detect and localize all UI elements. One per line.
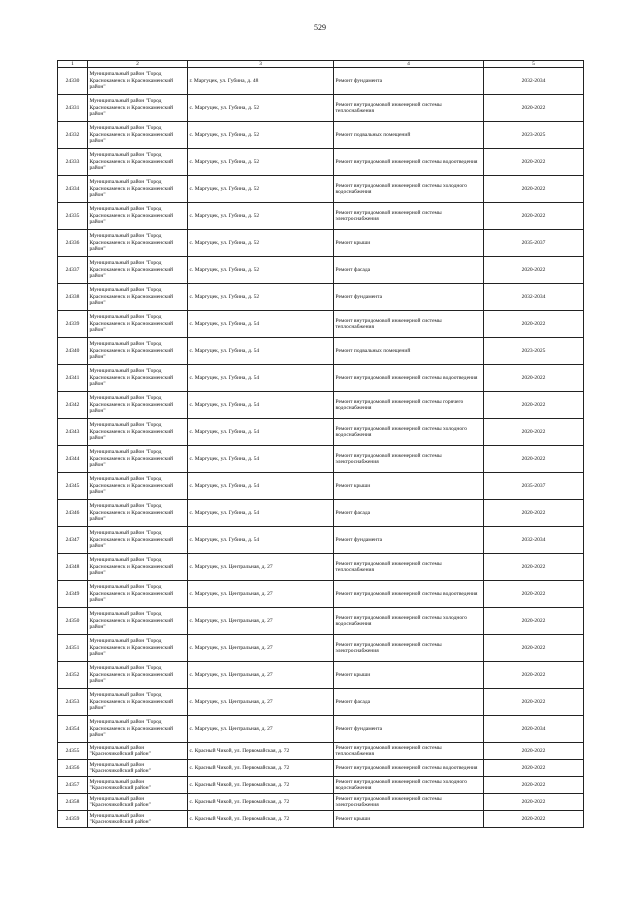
table-row: [58, 794, 584, 811]
work-type-cell: Ремонт подвальных помещений: [334, 338, 484, 365]
period-cell: 2023-2025: [484, 122, 584, 149]
work-type-cell: Ремонт внутридомовой инженерной системы теплоснабжения: [334, 554, 484, 581]
table-header-row: [58, 61, 584, 68]
municipality-cell: Муниципальный район "Красночикойский район": [88, 794, 188, 811]
repair-schedule-table: [57, 60, 584, 828]
table-row: [58, 419, 584, 446]
period-cell: 2020-2022: [484, 95, 584, 122]
period-cell: 2020-2022: [484, 149, 584, 176]
period-cell: 2020-2022: [484, 777, 584, 794]
table-row: [58, 95, 584, 122]
table-row: [58, 257, 584, 284]
municipality-cell: Муниципальный район "Город Краснокаменск и Краснокаменский район": [88, 338, 188, 365]
work-type-cell: Ремонт фундамента: [334, 716, 484, 743]
period-cell: 2020-2022: [484, 500, 584, 527]
row-number: 24330: [58, 68, 88, 95]
municipality-cell: Муниципальный район "Город Краснокаменск и Краснокаменский район": [88, 716, 188, 743]
address-cell: с. Маргуцек, ул. Губина, д. 54: [188, 311, 334, 338]
period-cell: 2020-2022: [484, 794, 584, 811]
address-cell: с. Маргуцек, ул. Центральная, д. 27: [188, 716, 334, 743]
header-col-3: 3: [188, 61, 334, 68]
work-type-cell: Ремонт крыши: [334, 662, 484, 689]
municipality-cell: Муниципальный район "Город Краснокаменск и Краснокаменский район": [88, 689, 188, 716]
address-cell: с. Маргуцек, ул. Губина, д. 52: [188, 122, 334, 149]
municipality-cell: Муниципальный район "Город Краснокаменск и Краснокаменский район": [88, 122, 188, 149]
row-number: 24355: [58, 743, 88, 760]
work-type-cell: Ремонт фундамента: [334, 527, 484, 554]
table-row: [58, 203, 584, 230]
table-row: [58, 760, 584, 777]
row-number: 24356: [58, 760, 88, 777]
table-row: [58, 777, 584, 794]
row-number: 24345: [58, 473, 88, 500]
address-cell: с. Маргуцек, ул. Губина, д. 54: [188, 500, 334, 527]
work-type-cell: Ремонт внутридомовой инженерной системы холодного водоснабжения: [334, 608, 484, 635]
header-col-4: 4: [334, 61, 484, 68]
address-cell: с. Маргуцек, ул. Губина, д. 52: [188, 230, 334, 257]
table-row: [58, 608, 584, 635]
address-cell: с. Маргуцек, ул. Губина, д. 54: [188, 527, 334, 554]
address-cell: с. Красный Чикой, ул. Первомайская, д. 72: [188, 760, 334, 777]
municipality-cell: Муниципальный район "Город Краснокаменск и Краснокаменский район": [88, 311, 188, 338]
address-cell: с. Маргуцек, ул. Губина, д. 54: [188, 446, 334, 473]
period-cell: 2020-2022: [484, 203, 584, 230]
row-number: 24333: [58, 149, 88, 176]
municipality-cell: Муниципальный район "Город Краснокаменск и Краснокаменский район": [88, 446, 188, 473]
row-number: 24347: [58, 527, 88, 554]
municipality-cell: Муниципальный район "Город Краснокаменск и Краснокаменский район": [88, 662, 188, 689]
table-row: [58, 284, 584, 311]
municipality-cell: Муниципальный район "Красночикойский район": [88, 777, 188, 794]
work-type-cell: Ремонт внутридомовой инженерной системы холодного водоснабжения: [334, 419, 484, 446]
address-cell: с. Маргуцек, ул. Губина, д. 52: [188, 95, 334, 122]
municipality-cell: Муниципальный район "Город Краснокаменск и Краснокаменский район": [88, 257, 188, 284]
address-cell: с. Маргуцек, ул. Губина, д. 54: [188, 365, 334, 392]
work-type-cell: Ремонт фасада: [334, 500, 484, 527]
period-cell: 2020-2022: [484, 257, 584, 284]
table-row: [58, 122, 584, 149]
table-row: [58, 176, 584, 203]
table-row: [58, 68, 584, 95]
row-number: 24359: [58, 811, 88, 828]
table-row: [58, 716, 584, 743]
table-row: [58, 689, 584, 716]
row-number: 24351: [58, 635, 88, 662]
period-cell: 2020-2034: [484, 716, 584, 743]
period-cell: 2020-2022: [484, 554, 584, 581]
header-col-5: 5: [484, 61, 584, 68]
address-cell: с. Маргуцек, ул. Центральная, д. 27: [188, 689, 334, 716]
table-row: [58, 743, 584, 760]
address-cell: с. Маргуцек, ул. Губина, д. 54: [188, 338, 334, 365]
work-type-cell: Ремонт внутридомовой инженерной системы теплоснабжения: [334, 743, 484, 760]
table-row: [58, 500, 584, 527]
period-cell: 2020-2022: [484, 811, 584, 828]
municipality-cell: Муниципальный район "Город Краснокаменск и Краснокаменский район": [88, 230, 188, 257]
work-type-cell: Ремонт внутридомовой инженерной системы водоотведения: [334, 365, 484, 392]
work-type-cell: Ремонт внутридомовой инженерной системы горячего водоснабжения: [334, 392, 484, 419]
work-type-cell: Ремонт фасада: [334, 257, 484, 284]
header-col-1: 1: [58, 61, 88, 68]
address-cell: с. Маргуцек, ул. Центральная, д. 27: [188, 608, 334, 635]
period-cell: 2035-2037: [484, 230, 584, 257]
table-body: [58, 68, 584, 828]
work-type-cell: Ремонт внутридомовой инженерной системы электроснабжения: [334, 794, 484, 811]
period-cell: 2023-2025: [484, 338, 584, 365]
work-type-cell: Ремонт фундамента: [334, 68, 484, 95]
table-row: [58, 635, 584, 662]
period-cell: 2020-2022: [484, 743, 584, 760]
table-row: [58, 365, 584, 392]
municipality-cell: Муниципальный район "Город Краснокаменск и Краснокаменский район": [88, 392, 188, 419]
period-cell: 2020-2022: [484, 392, 584, 419]
row-number: 24332: [58, 122, 88, 149]
period-cell: 2032-2034: [484, 68, 584, 95]
row-number: 24338: [58, 284, 88, 311]
table-row: [58, 446, 584, 473]
row-number: 24358: [58, 794, 88, 811]
address-cell: с. Маргуцек, ул. Центральная, д. 27: [188, 581, 334, 608]
work-type-cell: Ремонт внутридомовой инженерной системы водоотведения: [334, 581, 484, 608]
municipality-cell: Муниципальный район "Город Краснокаменск и Краснокаменский район": [88, 203, 188, 230]
municipality-cell: Муниципальный район "Красночикойский район": [88, 743, 188, 760]
work-type-cell: Ремонт внутридомовой инженерной системы электроснабжения: [334, 635, 484, 662]
row-number: 24341: [58, 365, 88, 392]
municipality-cell: Муниципальный район "Город Краснокаменск и Краснокаменский район": [88, 554, 188, 581]
row-number: 24339: [58, 311, 88, 338]
row-number: 24346: [58, 500, 88, 527]
address-cell: с. Маргуцек, ул. Губина, д. 52: [188, 257, 334, 284]
row-number: 24336: [58, 230, 88, 257]
period-cell: 2020-2022: [484, 365, 584, 392]
row-number: 24357: [58, 777, 88, 794]
municipality-cell: Муниципальный район "Город Краснокаменск и Краснокаменский район": [88, 419, 188, 446]
period-cell: 2020-2022: [484, 419, 584, 446]
municipality-cell: Муниципальный район "Город Краснокаменск и Краснокаменский район": [88, 95, 188, 122]
address-cell: с. Маргуцек, ул. Губина, д. 54: [188, 392, 334, 419]
row-number: 24354: [58, 716, 88, 743]
address-cell: с. Маргуцек, ул. Губина, д. 54: [188, 473, 334, 500]
municipality-cell: Муниципальный район "Красночикойский район": [88, 760, 188, 777]
work-type-cell: Ремонт внутридомовой инженерной системы холодного водоснабжения: [334, 777, 484, 794]
work-type-cell: Ремонт фундамента: [334, 284, 484, 311]
period-cell: 2020-2022: [484, 311, 584, 338]
period-cell: 2020-2022: [484, 581, 584, 608]
row-number: 24350: [58, 608, 88, 635]
row-number: 24334: [58, 176, 88, 203]
address-cell: г. Маргуцек, ул. Губина, д. 48: [188, 68, 334, 95]
address-cell: с. Красный Чикой, ул. Первомайская, д. 72: [188, 811, 334, 828]
period-cell: 2020-2022: [484, 176, 584, 203]
work-type-cell: Ремонт подвальных помещений: [334, 122, 484, 149]
address-cell: с. Красный Чикой, ул. Первомайская, д. 72: [188, 794, 334, 811]
row-number: 24342: [58, 392, 88, 419]
row-number: 24331: [58, 95, 88, 122]
table-row: [58, 473, 584, 500]
row-number: 24340: [58, 338, 88, 365]
work-type-cell: Ремонт внутридомовой инженерной системы электроснабжения: [334, 446, 484, 473]
row-number: 24348: [58, 554, 88, 581]
row-number: 24349: [58, 581, 88, 608]
table-row: [58, 527, 584, 554]
table-row: [58, 662, 584, 689]
period-cell: 2020-2022: [484, 689, 584, 716]
address-cell: с. Маргуцек, ул. Центральная, д. 27: [188, 554, 334, 581]
address-cell: с. Маргуцек, ул. Центральная, д. 27: [188, 635, 334, 662]
row-number: 24335: [58, 203, 88, 230]
work-type-cell: Ремонт внутридомовой инженерной системы холодного водоснабжения: [334, 176, 484, 203]
period-cell: 2020-2022: [484, 662, 584, 689]
municipality-cell: Муниципальный район "Город Краснокаменск и Краснокаменский район": [88, 365, 188, 392]
municipality-cell: Муниципальный район "Город Краснокаменск и Краснокаменский район": [88, 500, 188, 527]
municipality-cell: Муниципальный район "Город Краснокаменск и Краснокаменский район": [88, 473, 188, 500]
table-row: [58, 338, 584, 365]
row-number: 24343: [58, 419, 88, 446]
work-type-cell: Ремонт крыши: [334, 811, 484, 828]
work-type-cell: Ремонт крыши: [334, 473, 484, 500]
period-cell: 2020-2022: [484, 608, 584, 635]
work-type-cell: Ремонт внутридомовой инженерной системы теплоснабжения: [334, 311, 484, 338]
work-type-cell: Ремонт крыши: [334, 230, 484, 257]
address-cell: с. Красный Чикой, ул. Первомайская, д. 72: [188, 743, 334, 760]
municipality-cell: Муниципальный район "Город Краснокаменск и Краснокаменский район": [88, 608, 188, 635]
address-cell: с. Маргуцек, ул. Губина, д. 52: [188, 284, 334, 311]
work-type-cell: Ремонт внутридомовой инженерной системы теплоснабжения: [334, 95, 484, 122]
municipality-cell: Муниципальный район "Город Краснокаменск и Краснокаменский район": [88, 149, 188, 176]
address-cell: с. Маргуцек, ул. Губина, д. 52: [188, 149, 334, 176]
work-type-cell: Ремонт внутридомовой инженерной системы водоотведения: [334, 760, 484, 777]
table-row: [58, 230, 584, 257]
municipality-cell: Муниципальный район "Город Краснокаменск и Краснокаменский район": [88, 68, 188, 95]
address-cell: с. Маргуцек, ул. Губина, д. 52: [188, 176, 334, 203]
work-type-cell: Ремонт внутридомовой инженерной системы электроснабжения: [334, 203, 484, 230]
municipality-cell: Муниципальный район "Город Краснокаменск и Краснокаменский район": [88, 176, 188, 203]
table-row: [58, 581, 584, 608]
address-cell: с. Маргуцек, ул. Губина, д. 52: [188, 203, 334, 230]
municipality-cell: Муниципальный район "Город Краснокаменск и Краснокаменский район": [88, 635, 188, 662]
row-number: 24337: [58, 257, 88, 284]
page-number: 529: [314, 23, 326, 32]
municipality-cell: Муниципальный район "Город Краснокаменск и Краснокаменский район": [88, 527, 188, 554]
work-type-cell: Ремонт фасада: [334, 689, 484, 716]
period-cell: 2020-2022: [484, 446, 584, 473]
address-cell: с. Маргуцек, ул. Губина, д. 54: [188, 419, 334, 446]
municipality-cell: Муниципальный район "Город Краснокаменск и Краснокаменский район": [88, 581, 188, 608]
row-number: 24352: [58, 662, 88, 689]
header-col-2: 2: [88, 61, 188, 68]
address-cell: с. Маргуцек, ул. Центральная, д. 27: [188, 662, 334, 689]
period-cell: 2032-2034: [484, 527, 584, 554]
work-type-cell: Ремонт внутридомовой инженерной системы водоотведения: [334, 149, 484, 176]
table-row: [58, 149, 584, 176]
period-cell: 2020-2022: [484, 635, 584, 662]
table-row: [58, 554, 584, 581]
municipality-cell: Муниципальный район "Город Краснокаменск и Краснокаменский район": [88, 284, 188, 311]
row-number: 24353: [58, 689, 88, 716]
address-cell: с. Красный Чикой, ул. Первомайская, д. 72: [188, 777, 334, 794]
table-row: [58, 311, 584, 338]
municipality-cell: Муниципальный район "Красночикойский район": [88, 811, 188, 828]
table-row: [58, 811, 584, 828]
table-row: [58, 392, 584, 419]
period-cell: 2020-2022: [484, 760, 584, 777]
row-number: 24344: [58, 446, 88, 473]
period-cell: 2035-2037: [484, 473, 584, 500]
period-cell: 2032-2034: [484, 284, 584, 311]
